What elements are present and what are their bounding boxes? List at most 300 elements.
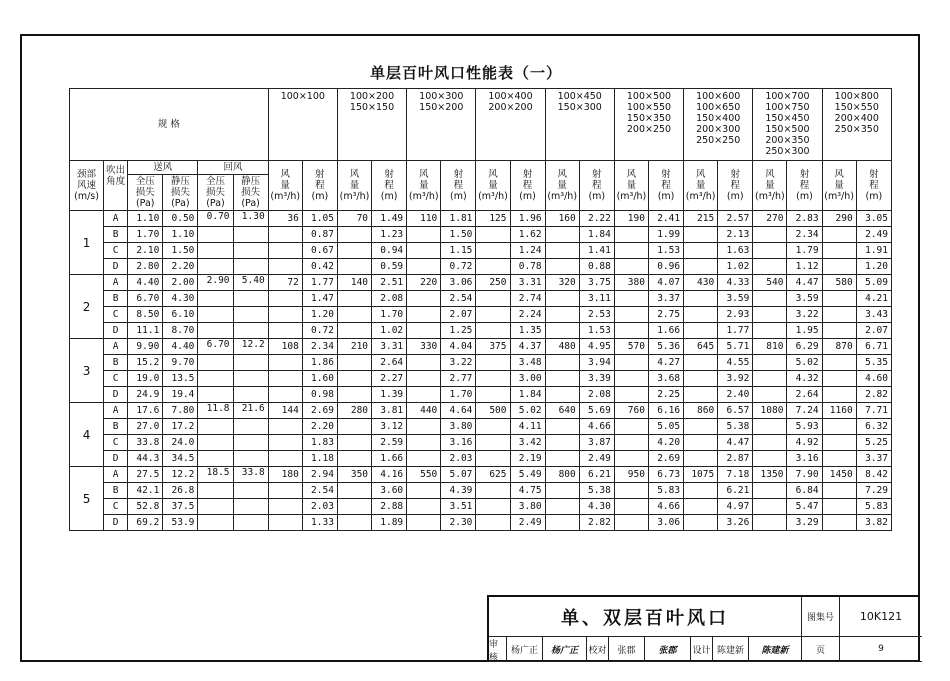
airflow-value: 570: [614, 339, 648, 355]
throw-value: 2.30: [441, 515, 476, 531]
header-text-line: (m): [380, 191, 398, 202]
empty-cell: [614, 307, 648, 323]
throw-value: 4.55: [718, 355, 753, 371]
table-row: [70, 291, 892, 307]
airflow-value: 480: [545, 339, 579, 355]
empty-cell: [822, 291, 856, 307]
throw-value: 2.49: [510, 515, 545, 531]
throw-header: [718, 161, 753, 211]
throw-value: 2.64: [787, 387, 822, 403]
throw-value: 1.18: [302, 451, 337, 467]
header-text-line: 程: [522, 180, 533, 191]
throw-value: 1.33: [302, 515, 337, 531]
airflow-value: 220: [407, 275, 441, 291]
empty-cell: [407, 435, 441, 451]
throw-value: 0.42: [302, 259, 337, 275]
empty-cell: [198, 483, 233, 499]
empty-cell: [753, 355, 787, 371]
throw-value: 1.77: [302, 275, 337, 291]
header-text-line: 程: [799, 180, 810, 191]
empty-cell: [822, 419, 856, 435]
empty-cell: [614, 355, 648, 371]
throw-value: 0.94: [372, 243, 407, 259]
throw-value: 0.87: [302, 227, 337, 243]
throw-value: 5.25: [856, 435, 891, 451]
empty-cell: [614, 499, 648, 515]
throw-value: 1.89: [372, 515, 407, 531]
return-total-loss: 2.90: [198, 275, 233, 291]
empty-cell: [684, 435, 718, 451]
throw-value: 2.07: [856, 323, 891, 339]
airflow-header: [268, 161, 302, 211]
throw-value: 5.09: [856, 275, 891, 291]
header-text-line: 150×500: [765, 124, 810, 135]
supply-static-loss: 1.50: [163, 243, 198, 259]
empty-cell: [753, 291, 787, 307]
airflow-value: 540: [753, 275, 787, 291]
header-text-line: (m³/h): [547, 191, 578, 202]
airflow-value: 144: [268, 403, 302, 419]
header-text-line: 150×300: [557, 102, 602, 113]
supply-total-loss: 2.10: [128, 243, 163, 259]
return-static-loss: 21.6: [233, 403, 268, 419]
throw-value: 2.08: [372, 291, 407, 307]
airflow-value: 36: [268, 211, 302, 227]
header-text-line: 100×200: [349, 91, 395, 102]
angle-value: B: [104, 227, 128, 243]
throw-value: 1.41: [579, 243, 614, 259]
reviewer-name: 杨广正: [507, 637, 543, 662]
empty-cell: [268, 515, 302, 531]
empty-cell: [476, 387, 510, 403]
throw-value: 3.68: [648, 371, 683, 387]
empty-cell: [407, 243, 441, 259]
header-text-line: 200×400: [834, 113, 879, 124]
neck-speed-value: 5: [70, 467, 104, 531]
empty-cell: [476, 499, 510, 515]
throw-value: 3.12: [372, 419, 407, 435]
throw-value: 2.54: [302, 483, 337, 499]
neck-speed-value: 3: [70, 339, 104, 403]
supply-total-loss: 27.0: [128, 419, 163, 435]
throw-value: 1.66: [372, 451, 407, 467]
header-text-line: (m³/h): [408, 191, 439, 202]
airflow-value: 440: [407, 403, 441, 419]
header-text-line: (Pa): [135, 198, 155, 209]
empty-cell: [822, 451, 856, 467]
throw-value: 4.66: [579, 419, 614, 435]
supply-static-loss: 53.9: [163, 515, 198, 531]
airflow-value: 860: [684, 403, 718, 419]
throw-value: 2.25: [648, 387, 683, 403]
throw-value: 4.21: [856, 291, 891, 307]
throw-value: 3.59: [787, 291, 822, 307]
supply-static-loss: 6.10: [163, 307, 198, 323]
throw-value: 2.87: [718, 451, 753, 467]
angle-value: D: [104, 259, 128, 275]
empty-cell: [476, 483, 510, 499]
size-spec: [407, 89, 476, 161]
empty-cell: [545, 451, 579, 467]
empty-cell: [614, 435, 648, 451]
throw-value: 7.29: [856, 483, 891, 499]
header-text-line: 100×400: [488, 91, 533, 102]
throw-header: [579, 161, 614, 211]
empty-cell: [198, 259, 233, 275]
header-text-line: (m³/h): [685, 191, 716, 202]
header-text-line: 量: [488, 180, 498, 191]
header-text-line: 颈部: [77, 169, 97, 180]
design-label: 设计: [691, 637, 713, 662]
size-spec: [614, 89, 683, 161]
header-text-line: 角度: [106, 176, 126, 187]
supply-static-loss: 12.2: [163, 467, 198, 483]
table-row: [70, 275, 892, 291]
throw-value: 0.72: [302, 323, 337, 339]
throw-value: 1.53: [579, 323, 614, 339]
throw-value: 7.24: [787, 403, 822, 419]
supply-total-loss: 17.6: [128, 403, 163, 419]
header-text-line: 量: [280, 180, 290, 191]
checker-signature: 张郡: [645, 637, 691, 662]
header-text-line: 150×150: [349, 102, 395, 113]
empty-cell: [337, 451, 371, 467]
airflow-value: 350: [337, 467, 371, 483]
empty-cell: [545, 259, 579, 275]
header-text-line: 射: [592, 169, 602, 180]
airflow-value: 375: [476, 339, 510, 355]
supply-header: 送风: [128, 161, 198, 175]
empty-cell: [407, 323, 441, 339]
throw-value: 2.93: [718, 307, 753, 323]
page-number: 9: [840, 637, 922, 662]
empty-cell: [337, 323, 371, 339]
empty-cell: [753, 371, 787, 387]
header-text-line: 射: [730, 169, 741, 180]
throw-value: 3.00: [510, 371, 545, 387]
empty-cell: [614, 371, 648, 387]
header-text-line: (m): [588, 191, 606, 202]
header-text-line: (m): [449, 191, 467, 202]
empty-cell: [753, 323, 787, 339]
throw-value: 4.27: [648, 355, 683, 371]
atlas-number: 10K121: [840, 597, 922, 637]
header-text-line: 风速: [77, 180, 97, 191]
empty-cell: [545, 419, 579, 435]
angle-value: A: [104, 275, 128, 291]
throw-value: 7.18: [718, 467, 753, 483]
throw-value: 0.59: [372, 259, 407, 275]
table-row: [70, 339, 892, 355]
empty-cell: [268, 419, 302, 435]
empty-cell: [476, 243, 510, 259]
empty-cell: [614, 451, 648, 467]
return-static-loss: 5.40: [233, 275, 268, 291]
header-text-line: 量: [418, 180, 429, 191]
size-spec: [337, 89, 406, 161]
empty-cell: [822, 243, 856, 259]
header-text-line: 静压: [241, 176, 261, 187]
airflow-value: 72: [268, 275, 302, 291]
empty-cell: [476, 291, 510, 307]
airflow-value: 108: [268, 339, 302, 355]
empty-cell: [614, 515, 648, 531]
header-text-line: 射: [453, 169, 464, 180]
empty-cell: [476, 371, 510, 387]
empty-cell: [198, 419, 233, 435]
header-text-line: 风: [626, 169, 637, 180]
empty-cell: [684, 515, 718, 531]
table-row: [70, 451, 892, 467]
header-text-line: (m³/h): [270, 191, 301, 202]
supply-total-loss: 11.1: [128, 323, 163, 339]
throw-value: 3.51: [441, 499, 476, 515]
header-text-line: (Pa): [241, 198, 260, 209]
header-text-line: (m³/h): [824, 191, 854, 202]
empty-cell: [614, 291, 648, 307]
empty-cell: [822, 307, 856, 323]
throw-value: 5.83: [856, 499, 891, 515]
empty-cell: [822, 515, 856, 531]
throw-value: 2.82: [579, 515, 614, 531]
throw-value: 3.16: [787, 451, 822, 467]
header-text-line: (m): [311, 191, 329, 202]
empty-cell: [198, 451, 233, 467]
empty-cell: [545, 387, 579, 403]
throw-value: 6.21: [579, 467, 614, 483]
supply-total-loss: 6.70: [128, 291, 163, 307]
throw-value: 1.83: [302, 435, 337, 451]
table-row: [70, 483, 892, 499]
supply-static-loss: 24.0: [163, 435, 198, 451]
empty-cell: [476, 419, 510, 435]
throw-value: 4.64: [441, 403, 476, 419]
throw-value: 4.66: [648, 499, 683, 515]
empty-cell: [337, 307, 371, 323]
throw-value: 3.37: [856, 451, 891, 467]
empty-cell: [684, 419, 718, 435]
angle-value: C: [104, 371, 128, 387]
throw-value: 2.53: [579, 307, 614, 323]
throw-value: 2.22: [579, 211, 614, 227]
throw-value: 1.24: [510, 243, 545, 259]
table-row: [70, 227, 892, 243]
header-text-line: 射: [384, 169, 394, 180]
empty-cell: [822, 499, 856, 515]
angle-value: B: [104, 355, 128, 371]
table-row: [70, 211, 892, 227]
supply-static-loss: 4.30: [163, 291, 198, 307]
airflow-value: 140: [337, 275, 371, 291]
throw-value: 2.24: [510, 307, 545, 323]
angle-value: B: [104, 419, 128, 435]
supply-static-loss: 1.10: [163, 227, 198, 243]
empty-cell: [268, 435, 302, 451]
header-text-line: 风: [834, 169, 844, 180]
empty-cell: [753, 499, 787, 515]
throw-value: 2.03: [441, 451, 476, 467]
header-text-line: 量: [765, 180, 775, 191]
empty-cell: [407, 371, 441, 387]
empty-cell: [753, 243, 787, 259]
empty-cell: [407, 483, 441, 499]
throw-value: 2.41: [648, 211, 683, 227]
throw-value: 2.83: [787, 211, 822, 227]
throw-value: 2.40: [718, 387, 753, 403]
throw-value: 1.05: [302, 211, 337, 227]
return-static-loss: 33.8: [233, 467, 268, 483]
throw-value: 1.02: [372, 323, 407, 339]
header-text-line: 风: [557, 169, 567, 180]
empty-cell: [198, 435, 233, 451]
empty-cell: [545, 483, 579, 499]
throw-header: [856, 161, 891, 211]
airflow-value: 760: [614, 403, 648, 419]
empty-cell: [684, 451, 718, 467]
header-text-line: 风: [488, 169, 498, 180]
throw-value: 1.47: [302, 291, 337, 307]
header-text-line: (Pa): [206, 198, 225, 209]
throw-value: 1.86: [302, 355, 337, 371]
empty-cell: [337, 355, 371, 371]
airflow-value: 190: [614, 211, 648, 227]
return-static-loss: 1.30: [233, 211, 268, 227]
supply-total-loss: 42.1: [128, 483, 163, 499]
supply-total-loss: 1.10: [128, 211, 163, 227]
header-text-line: 100×650: [696, 102, 741, 113]
throw-value: 5.71: [718, 339, 753, 355]
supply-total-loss: 8.50: [128, 307, 163, 323]
empty-cell: [337, 259, 371, 275]
throw-value: 1.84: [579, 227, 614, 243]
empty-cell: [198, 371, 233, 387]
airflow-value: 210: [337, 339, 371, 355]
table-row: [70, 355, 892, 371]
throw-value: 5.47: [787, 499, 822, 515]
throw-value: 3.39: [579, 371, 614, 387]
empty-cell: [198, 243, 233, 259]
empty-cell: [822, 387, 856, 403]
empty-cell: [337, 227, 371, 243]
header-text-line: 程: [384, 180, 394, 191]
header-text-line: 风: [418, 169, 429, 180]
empty-cell: [268, 307, 302, 323]
empty-cell: [684, 259, 718, 275]
empty-cell: [684, 291, 718, 307]
throw-value: 3.22: [441, 355, 476, 371]
header-text-line: 量: [695, 180, 706, 191]
empty-cell: [476, 227, 510, 243]
throw-value: 3.48: [510, 355, 545, 371]
size-spec: [476, 89, 545, 161]
table-row: [70, 419, 892, 435]
empty-cell: [684, 307, 718, 323]
throw-value: 3.60: [372, 483, 407, 499]
throw-value: 1.53: [648, 243, 683, 259]
header-text-line: 250×350: [834, 124, 879, 135]
throw-value: 3.26: [718, 515, 753, 531]
throw-value: 4.04: [441, 339, 476, 355]
angle-value: C: [104, 307, 128, 323]
empty-cell: [545, 515, 579, 531]
airflow-value: 625: [476, 467, 510, 483]
header-text-line: 200×250: [626, 124, 672, 135]
header-text-line: 100×100: [280, 91, 325, 102]
empty-cell: [337, 387, 371, 403]
empty-cell: [407, 259, 441, 275]
throw-value: 1.50: [441, 227, 476, 243]
throw-value: 3.59: [718, 291, 753, 307]
empty-cell: [545, 323, 579, 339]
airflow-header: [822, 161, 856, 211]
airflow-header: [684, 161, 718, 211]
header-text-line: 风: [280, 169, 290, 180]
supply-static-loss: 2.00: [163, 275, 198, 291]
empty-cell: [822, 371, 856, 387]
supply-static-loss: 37.5: [163, 499, 198, 515]
empty-cell: [753, 483, 787, 499]
empty-cell: [822, 483, 856, 499]
empty-cell: [684, 387, 718, 403]
throw-value: 1.49: [372, 211, 407, 227]
throw-value: 3.75: [579, 275, 614, 291]
return-total-loss: 0.70: [198, 211, 233, 227]
angle-value: C: [104, 499, 128, 515]
header-text-line: 全压: [135, 176, 155, 187]
supply-static-loss: 0.50: [163, 211, 198, 227]
throw-value: 2.64: [372, 355, 407, 371]
throw-value: 2.34: [302, 339, 337, 355]
empty-cell: [268, 259, 302, 275]
throw-value: 1.62: [510, 227, 545, 243]
header-text-line: 射: [661, 169, 671, 180]
header-text-line: (m³/h): [478, 191, 508, 202]
header-text-line: 150×550: [834, 102, 879, 113]
empty-cell: [233, 435, 268, 451]
empty-cell: [753, 419, 787, 435]
empty-cell: [407, 451, 441, 467]
supply-total-loss: 69.2: [128, 515, 163, 531]
empty-cell: [614, 243, 648, 259]
throw-header: [441, 161, 476, 211]
header-text-line: 100×750: [765, 102, 810, 113]
throw-value: 3.82: [856, 515, 891, 531]
empty-cell: [614, 227, 648, 243]
header-text-line: 程: [869, 180, 879, 191]
throw-value: 4.97: [718, 499, 753, 515]
throw-value: 2.13: [718, 227, 753, 243]
empty-cell: [476, 451, 510, 467]
throw-value: 0.78: [510, 259, 545, 275]
empty-cell: [233, 355, 268, 371]
throw-value: 0.98: [302, 387, 337, 403]
throw-value: 1.79: [787, 243, 822, 259]
header-text-line: 损失: [205, 187, 225, 198]
throw-value: 4.30: [579, 499, 614, 515]
header-text-line: 150×200: [419, 102, 464, 113]
empty-cell: [233, 499, 268, 515]
empty-cell: [233, 451, 268, 467]
throw-value: 5.38: [718, 419, 753, 435]
empty-cell: [337, 483, 371, 499]
empty-cell: [684, 355, 718, 371]
header-text-line: 量: [626, 180, 637, 191]
empty-cell: [476, 515, 510, 531]
empty-cell: [268, 355, 302, 371]
empty-cell: [268, 451, 302, 467]
return-total-loss: 18.5: [198, 467, 233, 483]
airflow-value: 380: [614, 275, 648, 291]
